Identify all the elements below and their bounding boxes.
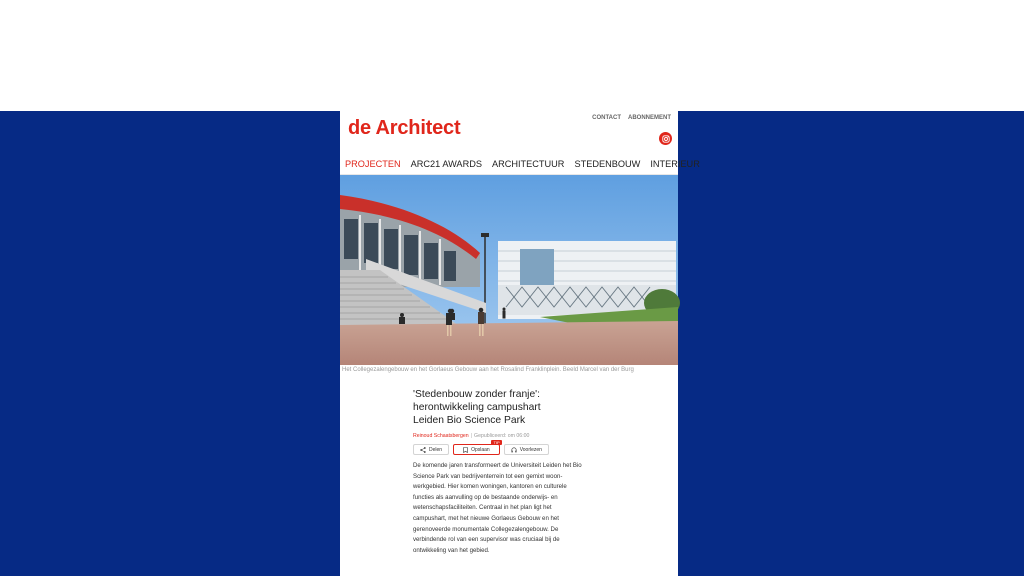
body-line: werkgebied. Hier komen woningen, kantoren en culturele — [413, 483, 567, 491]
meta-separator: | — [470, 433, 473, 439]
save-label: Opslaan — [471, 446, 490, 453]
share-button[interactable] — [413, 444, 449, 455]
article-title-line: 'Stedenbouw zonder franje': — [413, 389, 541, 400]
article-meta — [413, 433, 623, 439]
nav-item-interieur[interactable]: INTERIEUR — [650, 159, 700, 169]
listen-label: Voorlezen — [519, 446, 542, 453]
hero-photo — [340, 175, 678, 365]
subscription-link[interactable]: ABONNEMENT — [628, 115, 671, 121]
listen-button[interactable] — [504, 444, 549, 455]
article-actions — [413, 440, 623, 455]
share-label: Delen — [429, 446, 443, 453]
save-button[interactable] — [453, 440, 500, 455]
body-line: ontwikkeling van het gebied. — [413, 546, 490, 554]
body-line: Science Park van bedrijventerrein tot een gemixt woon- — [413, 472, 563, 480]
nav-item-stedenbouw[interactable]: STEDENBOUW — [574, 159, 641, 169]
article-body — [413, 461, 616, 556]
article-title-line: Leiden Bio Science Park — [413, 415, 526, 426]
share-icon — [420, 447, 426, 453]
instagram-icon[interactable] — [659, 132, 672, 145]
body-line: wetenschapsfaciliteiten. Centraal in het plan ligt het — [413, 504, 552, 512]
published-date: Gepubliceerd: om 06:00 — [474, 433, 530, 439]
instagram-glyph — [662, 135, 670, 143]
top-links — [592, 115, 671, 121]
headphones-icon — [511, 447, 517, 453]
top-white-band — [0, 0, 1024, 111]
bookmark-icon — [463, 447, 468, 453]
body-line: functies als aanvulling op de bestaande onderwijs- en — [413, 493, 558, 501]
body-line: campushart, met het nieuwe Gorlaeus Gebouw en het — [413, 514, 559, 522]
article-title — [413, 388, 593, 427]
article-title-line: herontwikkeling campushart — [413, 402, 541, 413]
hero-caption: Het Collegezalengebouw en het Gorlaeus Gebouw aan het Rosalind Franklinplein. Beeld Marcel van der Burg — [342, 367, 634, 373]
body-line: De komende jaren transformeert de Universiteit Leiden het Bio — [413, 462, 582, 469]
save-badge: TIP — [493, 440, 500, 445]
contact-link[interactable]: CONTACT — [592, 115, 621, 121]
site-logo[interactable]: de Architect — [348, 117, 461, 139]
mobile-page[interactable] — [340, 111, 700, 576]
nav-item-projecten[interactable]: PROJECTEN — [345, 159, 401, 169]
nav-item-architectuur[interactable]: ARCHITECTUUR — [491, 159, 565, 169]
main-nav — [340, 155, 700, 173]
nav-item-arc21-awards[interactable]: ARC21 AWARDS — [410, 159, 482, 169]
body-line: gerenoveerde monumentale Collegezalengebouw. De — [413, 525, 559, 533]
author-link[interactable]: Reinoud Schaatsbergen — [413, 433, 469, 439]
article — [413, 388, 623, 556]
body-line: verbindende rol van een supervisor was cruciaal bij de — [413, 536, 560, 544]
